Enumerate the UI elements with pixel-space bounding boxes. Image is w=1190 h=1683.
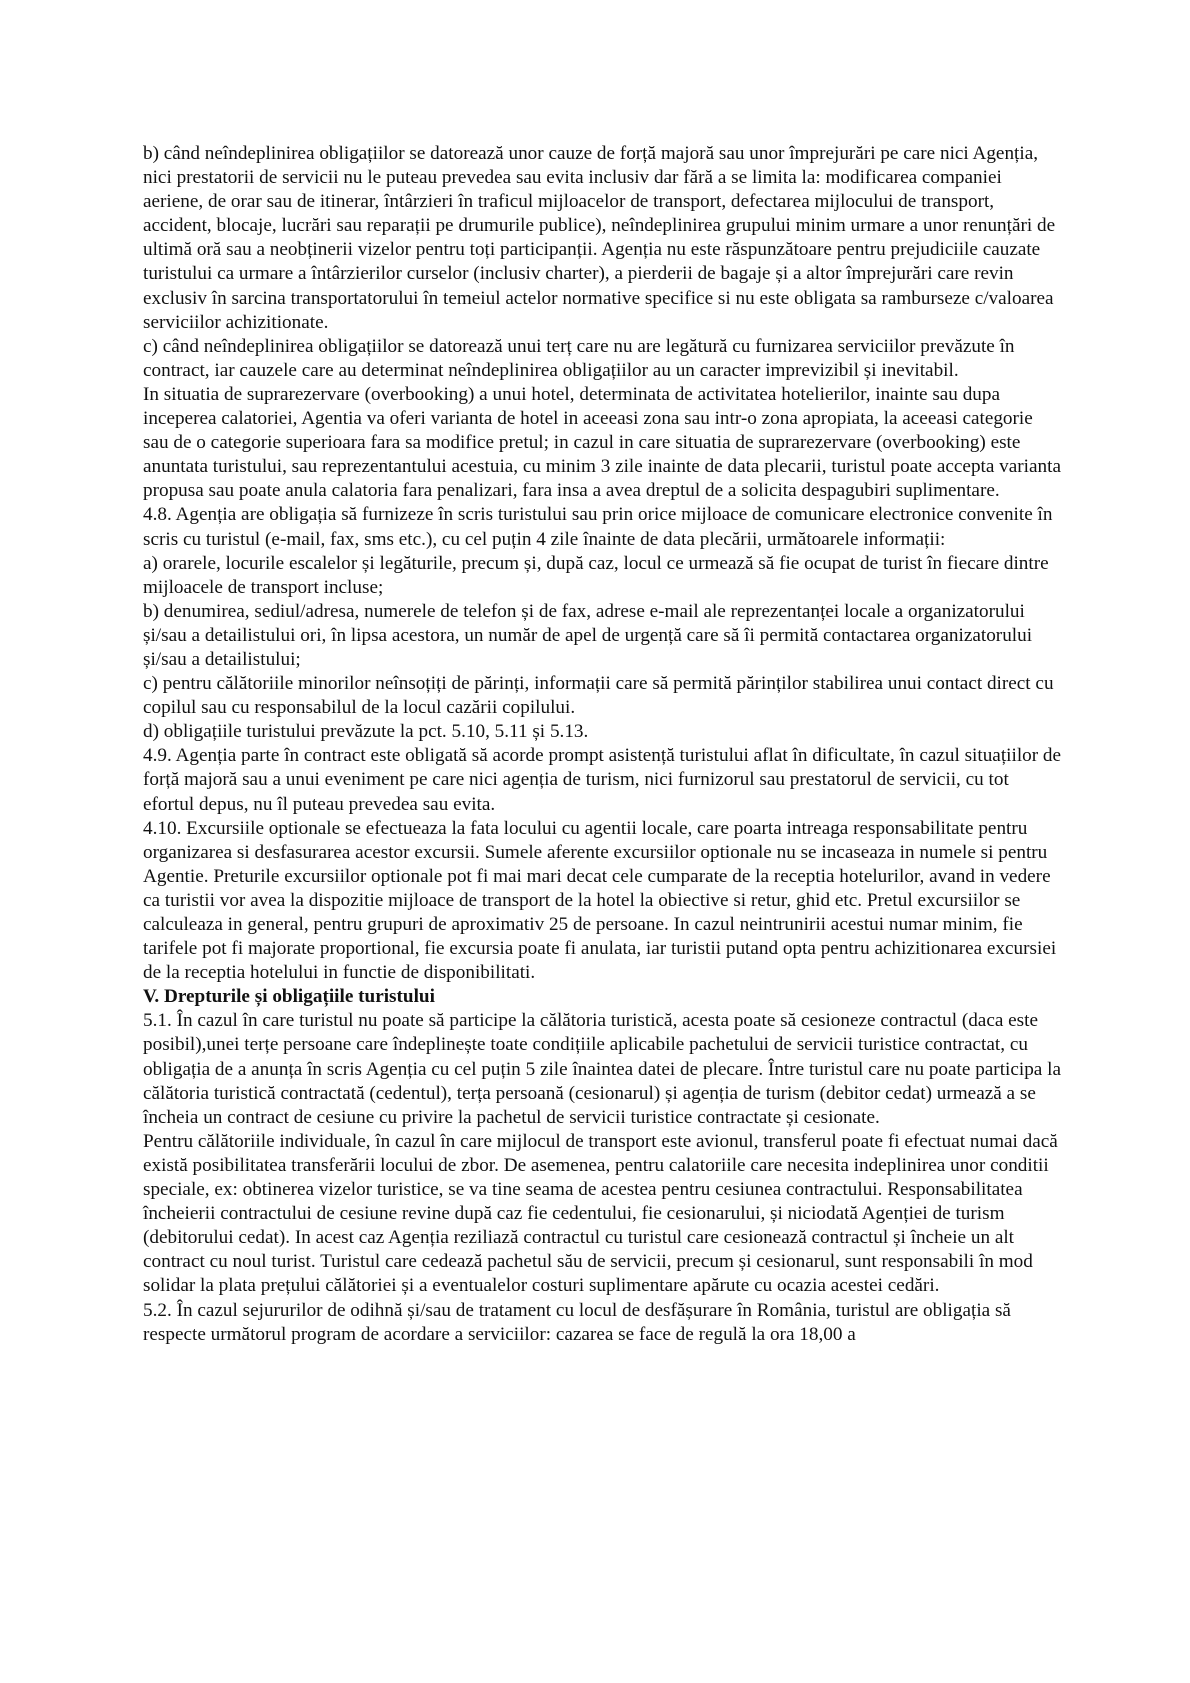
- paragraph-clause-4-8-d: d) obligațiile turistului prevăzute la pct. 5.10, 5.11 și 5.13.: [143, 721, 589, 743]
- section-heading-v: V. Drepturile și obligațiile turistului: [143, 986, 435, 1008]
- paragraph-clause-4-9: 4.9. Agenția parte în contract este obligată să acorde prompt asistență turistului aflat în dificultate, în cazul situațiilor de forță majoră sau a unui eveniment pe care nici agenția de turism, nici furnizorul sau prestatorul de servicii, cu tot efortul depus, nu îl puteau prevedea sau evita.: [143, 745, 1062, 815]
- paragraph-clause-4-8: 4.8. Agenția are obligația să furnizeze în scris turistului sau prin orice mijloace de comunicare electronice convenite în scris cu turistul (e-mail, fax, sms etc.), cu cel puțin 4 zile înainte de data plecării, următoarele informații:: [143, 504, 1053, 550]
- paragraph-individual-travel: Pentru călătoriile individuale, în cazul în care mijlocul de transport este avionul, transferul poate fi efectuat numai dacă există posibilitatea transferării locului de zbor. De asemenea, pentru calatoriile care necesita indeplinirea unor conditii speciale, ex: obtinerea vizelor turistice, se va tine seama de acestea pentru cesiunea contractului. Responsabilitatea încheierii contractului de cesiune revine după caz fie cedentului, fie cesionarului, și niciodată Agenției de turism (debitorului cedat). In acest caz Agenția reziliază contractul cu turistul care cesionează contractul și încheie un alt contract cu noul turist. Turistul care cedează pachetul său de servicii, precum și cesionarul, sunt responsabili în mod solidar la plata prețului călătoriei și a eventualelor costuri suplimentare apărute cu ocazia acestei cedări.: [143, 1130, 1058, 1297]
- paragraph-clause-4-8-c: c) pentru călătoriile minorilor neînsoțiți de părinți, informații care să permită părinților stabilirea unui contact direct cu copilul sau cu responsabilul de la locul cazării copilului.: [143, 673, 1054, 719]
- paragraph-clause-b-force-majeure: b) când neîndeplinirea obligațiilor se datorează unor cauze de forță majoră sau unor împrejurări pe care nici Agenția, nici prestatorii de servicii nu le puteau prevedea sau evita inclusiv dar fără a se limita la: modificarea companiei aeriene, de orar sau de itinerar, întârzieri în traficul mijloacelor de transport, defectarea mijlocului de transport, accident, blocaje, lucrări sau reparații pe drumurile publice), neîndeplinirea grupului minim urmare a unor renunțări de ultimă oră sau a neobținerii vizelor pentru toți participanții. Agenția nu este răspunzătoare pentru prejudiciile cauzate turistului ca urmare a întârzierilor curselor (inclusiv charter), a pierderii de bagaje și a altor împrejurări care revin exclusiv în sarcina transportatorului în temeiul actelor normative specifice si nu este obligata sa ramburseze c/valoarea serviciilor achizitionate.: [143, 143, 1056, 333]
- paragraph-clause-5-1: 5.1. În cazul în care turistul nu poate să participe la călătoria turistică, acesta poate să cesioneze contractul (daca este posibil),unei terțe persoane care îndeplinește toate condițiile aplicabile pachetului de servicii turistice contractat, cu obligația de a anunța în scris Agenția cu cel puțin 5 zile înaintea datei de plecare. Între turistul care nu poate participa la călătoria turistică contractată (cedentul), terța persoană (cesionarul) și agenția de turism (debitor cedat) urmează a se încheia un contract de cesiune cu privire la pachetul de servicii turistice contractate și cesionate.: [143, 1010, 1061, 1128]
- paragraph-clause-5-2: 5.2. În cazul sejururilor de odihnă și/sau de tratament cu locul de desfășurare în România, turistul are obligația să respecte următorul program de acordare a serviciilor: cazarea se face de regulă la ora 18,00 a: [143, 1299, 1011, 1345]
- paragraph-clause-4-8-a: a) orarele, locurile escalelor și legăturile, precum și, după caz, locul ce urmează să fie ocupat de turist în fiecare dintre mijloacele de transport incluse;: [143, 552, 1049, 598]
- paragraph-clause-c-third-party: c) când neîndeplinirea obligațiilor se datorează unui terț care nu are legătură cu furnizarea serviciilor prevăzute în contract, iar cauzele care au determinat neîndeplinirea obligațiilor au un caracter imprevizibil și inevitabil.: [143, 335, 1015, 381]
- document-page: [143, 142, 1063, 1347]
- paragraph-clause-4-10: 4.10. Excursiile optionale se efectueaza la fata locului cu agentii locale, care poarta intreaga responsabilitate pentru organizarea si desfasurarea acestor excursii. Sumele aferente excursiilor optionale nu se incaseaza in numele si pentru Agentie. Preturile excursiilor optionale pot fi mai mari decat cele cumparate de la receptia hotelurilor, avand in vedere ca turistii vor avea la dispozitie mijloace de transport de la hotel la obiective si retur, ghid etc. Pretul excursiilor se calculeaza in general, pentru grupuri de aproximativ 25 de persoane. In cazul neintrunirii acestui numar minim, fie tarifele pot fi majorate proportional, fie excursia poate fi anulata, iar turistii putand opta pentru achizitionarea excursiei de la receptia hotelului in functie de disponibilitati.: [143, 817, 1057, 984]
- paragraph-clause-4-8-b: b) denumirea, sediul/adresa, numerele de telefon și de fax, adrese e-mail ale reprezentanței locale a organizatorului și/sau a detailistului ori, în lipsa acestora, un număr de apel de urgență care să îi permită contactarea organizatorului și/sau a detailistului;: [143, 600, 1033, 670]
- paragraph-overbooking: In situatia de suprarezervare (overbooking) a unui hotel, determinata de activitatea hotelierilor, inainte sau dupa inceperea calatoriei, Agentia va oferi varianta de hotel in aceeasi zona sau intr-o zona apropiata, la aceeasi categorie sau de o categorie superioara fara sa modifice pretul; in cazul in care situatia de suprarezervare (overbooking) este anuntata turistului, sau reprezentantului acestuia, cu minim 3 zile inainte de data plecarii, turistul poate accepta varianta propusa sau poate anula calatoria fara penalizari, fara insa a avea dreptul de a solicita despagubiri suplimentare.: [143, 383, 1061, 502]
